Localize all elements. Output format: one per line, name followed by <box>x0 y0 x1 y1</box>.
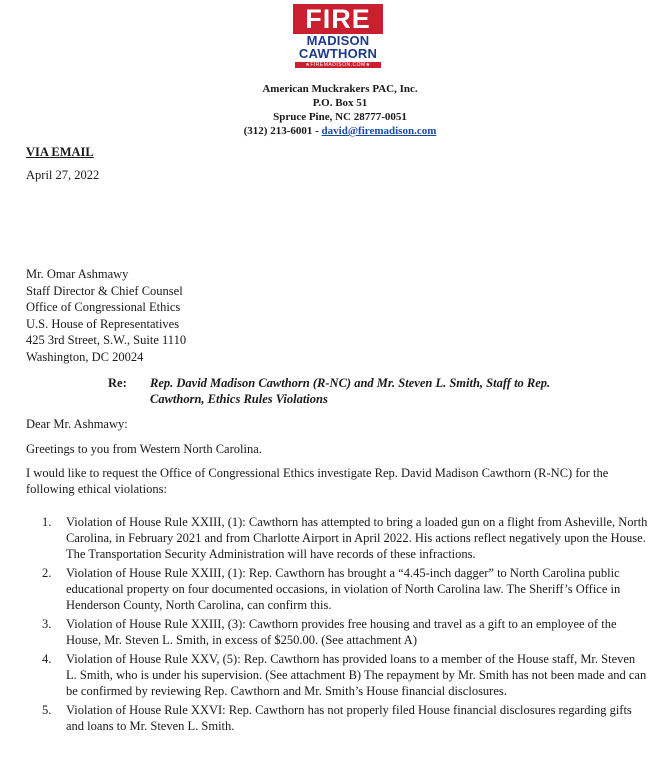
violation-number: 4. <box>42 652 52 666</box>
violation-item <box>28 565 648 613</box>
greeting-paragraph: Greetings to you from Western North Carolina. <box>26 442 262 456</box>
recipient-body: U.S. House of Representatives <box>26 316 180 331</box>
re-label: Re: <box>108 376 127 390</box>
violation-number: 2. <box>42 566 52 580</box>
recipient-street: 425 3rd Street, S.W., Suite 1110 <box>26 333 187 347</box>
violation-item <box>28 702 648 734</box>
violation-text: Violation of House Rule XXIII, (3): Cawthorn provides free housing and travel as a gift to an employee of the House, Mr. Steven L. Smith, in excess of $250.00. (See attachment A) <box>66 617 617 647</box>
violation-text: Violation of House Rule XXV, (5): Rep. Cawthorn has provided loans to a member of the House staff, Mr. Steven L. Smith, who is under his supervision. (See attachment B) The repayment by Mr. Smith has not been made and can be confirmed by reviewing Rep. Cawthorn and Mr. Smith’s House financial disclosures. <box>66 652 647 698</box>
logo-url-banner: ★FIREMADISON.COM★ <box>295 62 381 68</box>
salutation: Dear Mr. Ashmawy: <box>26 417 128 431</box>
recipient-office: Office of Congressional Ethics <box>26 300 181 314</box>
violation-text: Violation of House Rule XXIII, (1): Rep. Cawthorn has brought a “4.45-inch dagger” to North Carolina public educational property on four documented occasions, in violation of North Carolina law. The Sheriff’s Office in Henderson County, North Carolina, can confirm this. <box>66 566 621 612</box>
via-email-heading: VIA EMAIL <box>26 145 94 159</box>
violation-number: 3. <box>42 617 52 631</box>
letterhead <box>190 82 490 138</box>
violation-item <box>28 651 648 699</box>
violation-number: 1. <box>42 515 52 529</box>
violation-text: Violation of House Rule XXIII, (1): Cawthorn has attempted to bring a loaded gun on a flight from Asheville, North Carolina, in February 2021 and from Charlotte Airport in April 2022. His actions reflect negatively upon the House. The Transportation Security Administration will have records of these infractions. <box>66 515 648 561</box>
recipient-city: Washington, DC 20024 <box>26 349 144 364</box>
letterhead-po-box: P.O. Box 51 <box>312 97 368 109</box>
violation-item <box>28 616 648 648</box>
recipient-name: Mr. Omar Ashmawy <box>26 267 129 281</box>
re-subject <box>150 375 650 407</box>
logo-cawthorn-word: CAWTHORN <box>298 46 378 61</box>
letterhead-org: American Muckrakers PAC, Inc. <box>262 83 418 95</box>
letterhead-city: Spruce Pine, NC 28777-0051 <box>273 111 407 123</box>
letterhead-phone: (312) 213-6001 - <box>243 125 319 137</box>
violation-number: 5. <box>42 703 52 717</box>
letterhead-email-link[interactable]: david@firemadison.com <box>321 125 437 137</box>
violation-text: Violation of House Rule XXVI: Rep. Cawthorn has not properly filed House financial disclosures regarding gifts and loans to Mr. Steven L. Smith. <box>66 703 632 733</box>
letter-date: April 27, 2022 <box>26 168 100 182</box>
letterhead-contact <box>190 124 490 138</box>
logo-madison-word: MADISON <box>306 33 370 48</box>
recipient-title: Staff Director & Chief Counsel <box>26 283 183 298</box>
intro-paragraph: I would like to request the Office of Congressional Ethics investigate Rep. David Madison Cawthorn (R-NC) for the following ethical violations: <box>26 466 609 496</box>
logo-fire-word: FIRE <box>293 4 383 34</box>
recipient-address <box>26 266 186 365</box>
re-subject-line-1: Rep. David Madison Cawthorn (R-NC) and Mr. Steven L. Smith, Staff to Rep. <box>150 376 551 390</box>
violations-list <box>28 514 648 737</box>
violation-item <box>28 514 648 562</box>
re-subject-line-2: Cawthorn, Ethics Rules Violations <box>150 392 328 406</box>
fire-madison-logo <box>293 4 383 76</box>
